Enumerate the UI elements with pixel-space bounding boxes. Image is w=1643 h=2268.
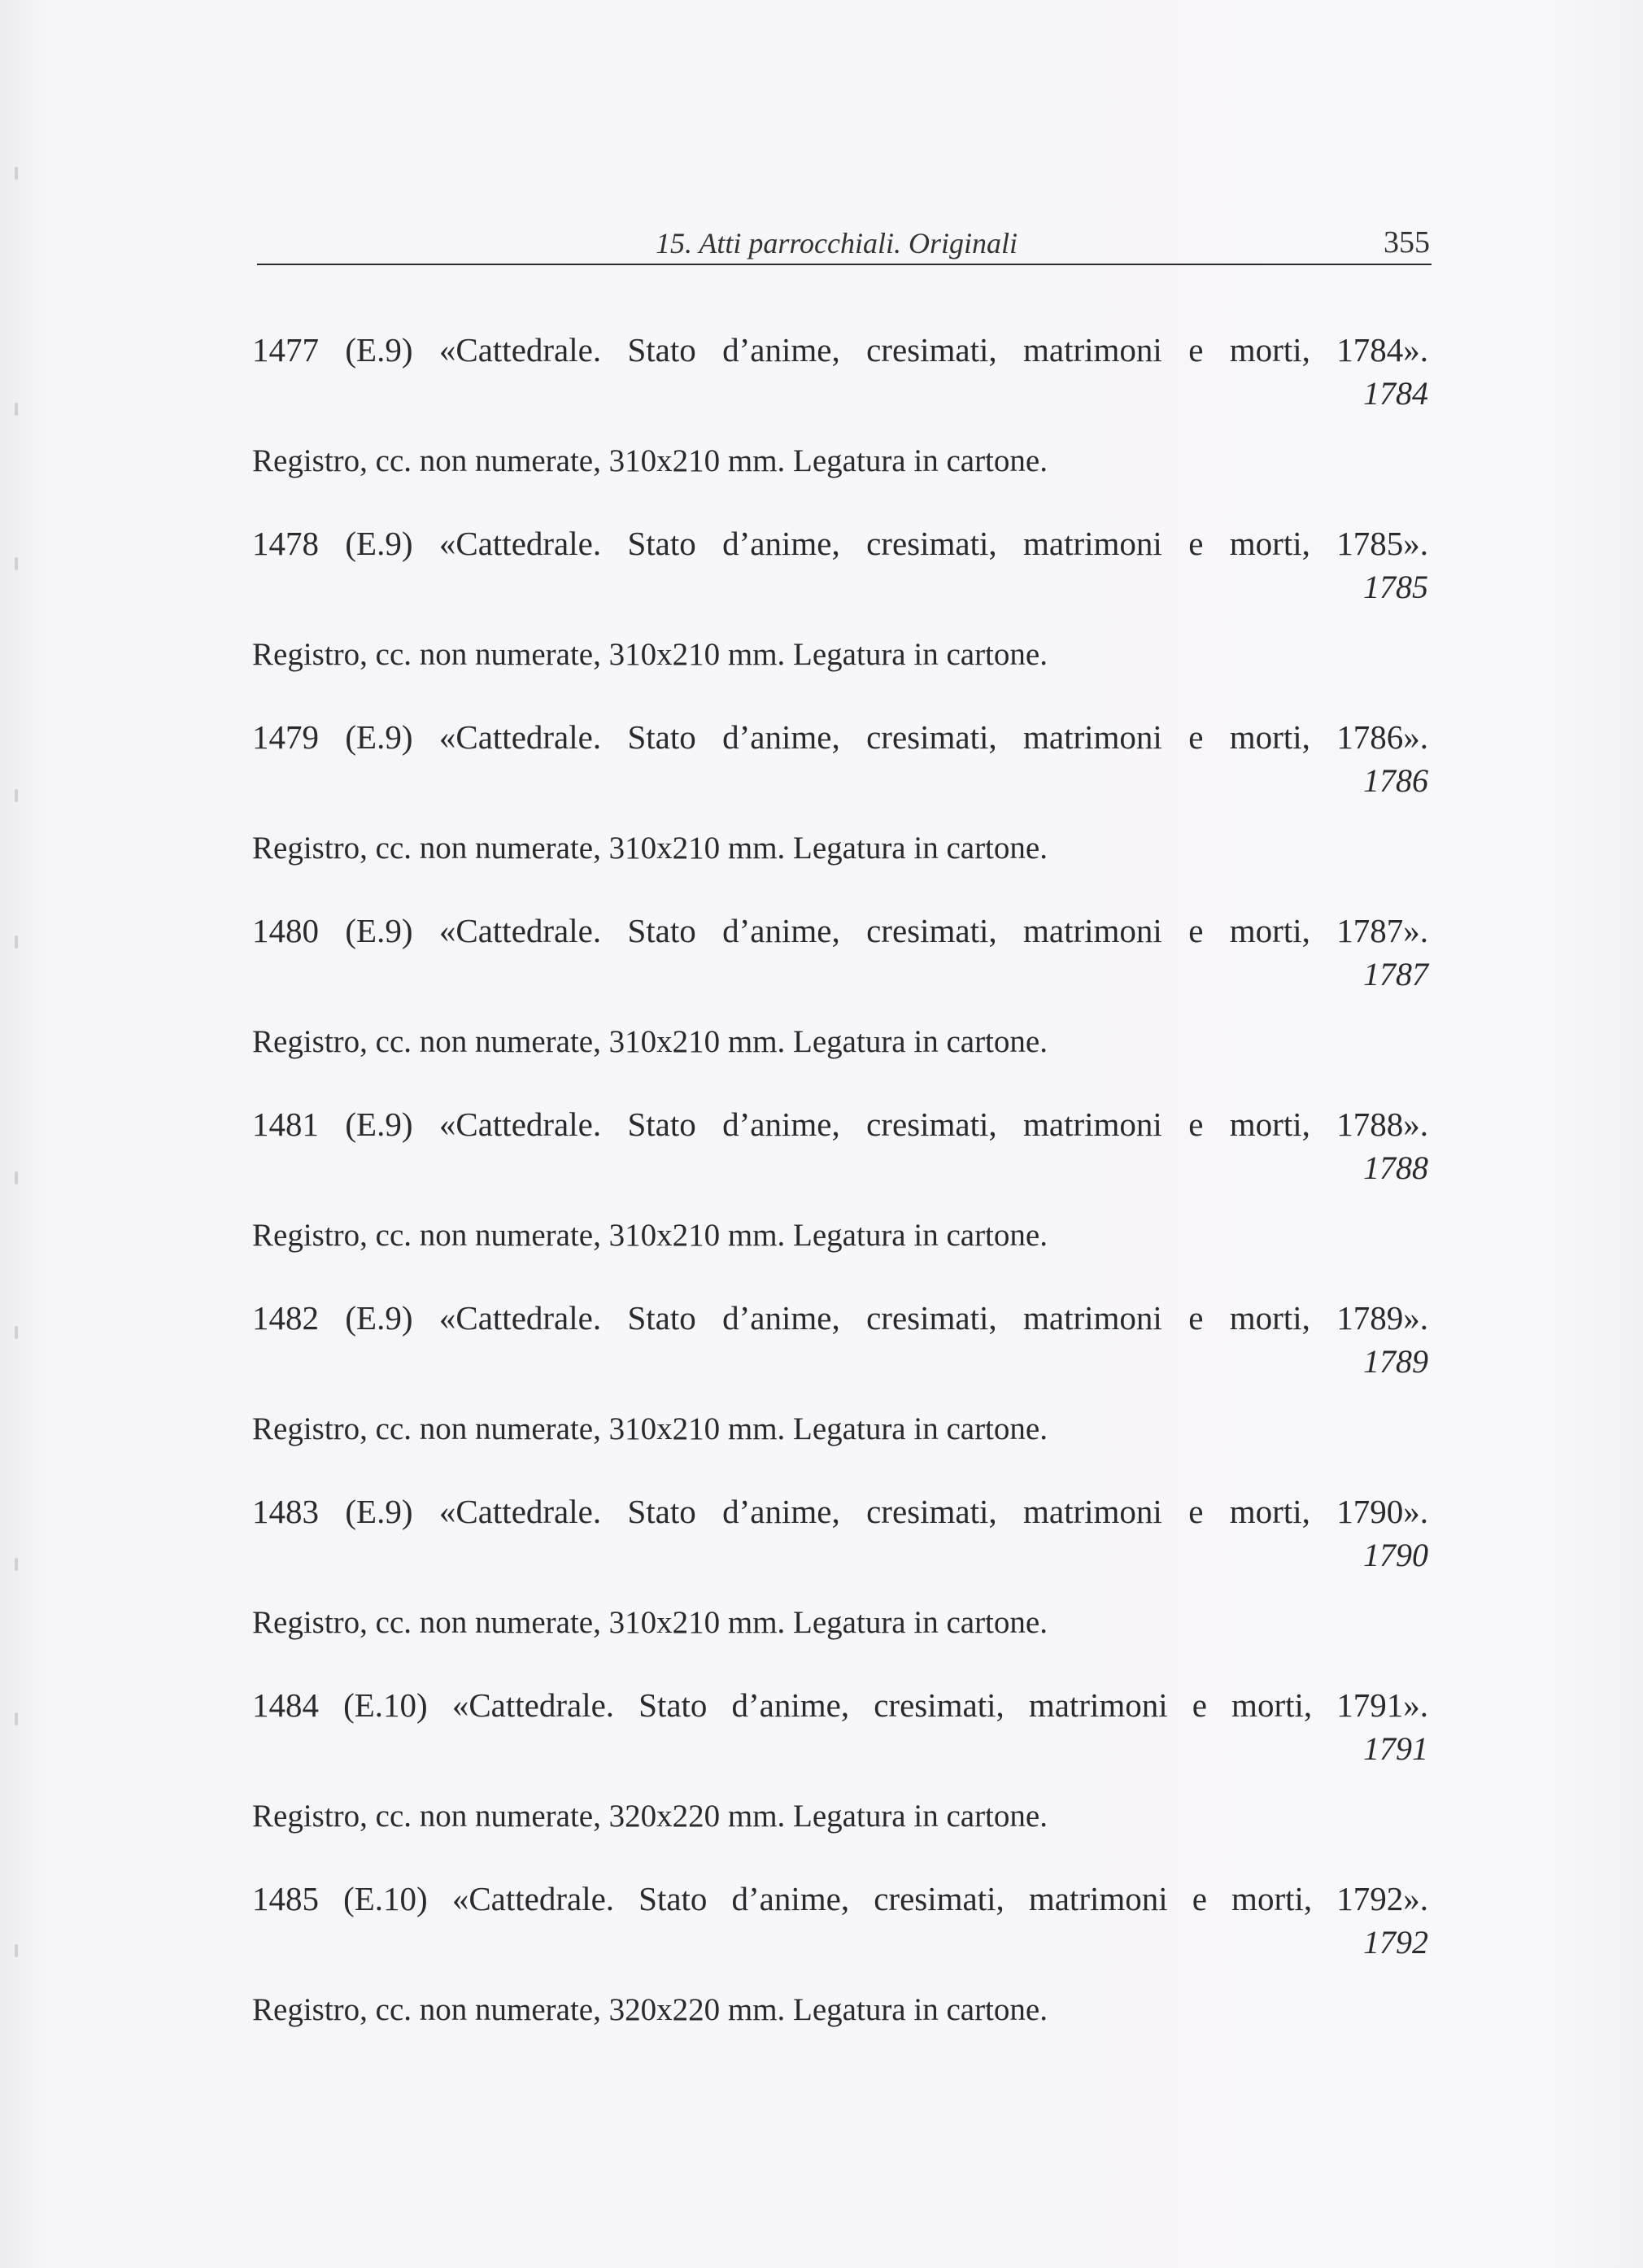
entry-date: 1784 — [1363, 375, 1428, 412]
entry-description: Registro, cc. non numerate, 310x210 mm. Legatura in cartone. — [252, 831, 1048, 866]
header-title: 15. Atti parrocchiali. Originali — [656, 227, 1018, 260]
entry-date: 1786 — [1363, 762, 1428, 799]
entry-title: 1478 (E.9) «Cattedrale. Stato d’anime, cresimati, matrimoni e morti, 1785». — [252, 525, 1428, 562]
entry-description: Registro, cc. non numerate, 310x210 mm. Legatura in cartone. — [252, 637, 1048, 672]
entry-title: 1479 (E.9) «Cattedrale. Stato d’anime, cresimati, matrimoni e morti, 1786». — [252, 718, 1428, 756]
entry-title: 1484 (E.10) «Cattedrale. Stato d’anime, cresimati, matrimoni e morti, 1791». — [252, 1686, 1428, 1724]
entry-date: 1788 — [1363, 1149, 1428, 1186]
entry-date: 1791 — [1363, 1730, 1428, 1767]
entry-date: 1789 — [1363, 1343, 1428, 1380]
entry-title: 1477 (E.9) «Cattedrale. Stato d’anime, cresimati, matrimoni e morti, 1784». — [252, 331, 1428, 369]
catalog-entry — [252, 1489, 1432, 1643]
catalog-entry — [252, 1682, 1432, 1837]
entry-title: 1485 (E.10) «Cattedrale. Stato d’anime, cresimati, matrimoni e morti, 1792». — [252, 1880, 1428, 1917]
entry-description: Registro, cc. non numerate, 310x210 mm. Legatura in cartone. — [252, 1411, 1048, 1446]
entry-description: Registro, cc. non numerate, 310x210 mm. Legatura in cartone. — [252, 1024, 1048, 1059]
catalog-entry — [252, 1876, 1432, 2030]
entry-description: Registro, cc. non numerate, 310x210 mm. Legatura in cartone. — [252, 1218, 1048, 1253]
page-number: 355 — [1384, 225, 1430, 260]
entry-title: 1480 (E.9) «Cattedrale. Stato d’anime, cresimati, matrimoni e morti, 1787». — [252, 912, 1428, 949]
catalog-entry — [252, 908, 1432, 1062]
catalog-entry — [252, 327, 1432, 482]
catalog-entry — [252, 714, 1432, 869]
entry-date: 1790 — [1363, 1537, 1428, 1573]
catalog-entry — [252, 1295, 1432, 1450]
entry-date: 1785 — [1363, 569, 1428, 605]
catalog-entry — [252, 1101, 1432, 1256]
entry-description: Registro, cc. non numerate, 320x220 mm. Legatura in cartone. — [252, 1799, 1048, 1834]
catalog-entry — [252, 521, 1432, 675]
entry-description: Registro, cc. non numerate, 310x210 mm. Legatura in cartone. — [252, 1605, 1048, 1640]
entry-title: 1481 (E.9) «Cattedrale. Stato d’anime, cresimati, matrimoni e morti, 1788». — [252, 1106, 1428, 1143]
entry-description: Registro, cc. non numerate, 310x210 mm. Legatura in cartone. — [252, 443, 1048, 478]
entry-title: 1483 (E.9) «Cattedrale. Stato d’anime, cresimati, matrimoni e morti, 1790». — [252, 1493, 1428, 1530]
entry-title: 1482 (E.9) «Cattedrale. Stato d’anime, cresimati, matrimoni e morti, 1789». — [252, 1299, 1428, 1337]
running-header — [257, 226, 1432, 265]
entry-date: 1792 — [1363, 1924, 1428, 1961]
entry-description: Registro, cc. non numerate, 320x220 mm. Legatura in cartone. — [252, 1992, 1048, 2027]
entry-date: 1787 — [1363, 956, 1428, 992]
